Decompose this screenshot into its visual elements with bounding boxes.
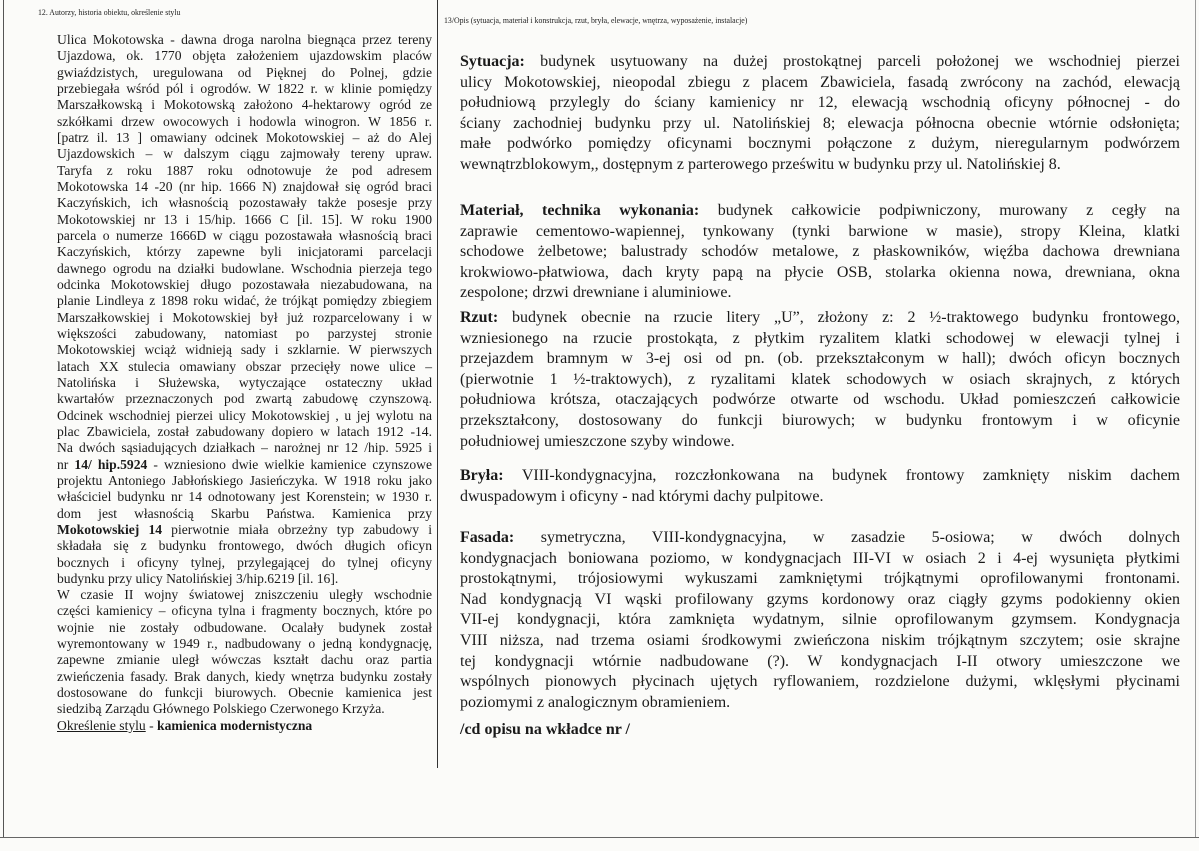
text-segment: Nad kondygnacją VI wąski profilowany gzyms kordonowy oraz ciągły gzyms podokienny okien — [460, 590, 1180, 608]
text-segment: zespolone; drzwi drewniane i aluminiowe. — [460, 284, 732, 302]
text-segment: zapewne zmianie uległ wówczas kształt dachu oraz partia — [57, 652, 432, 668]
text-line — [460, 283, 1180, 304]
text-line — [57, 375, 432, 391]
text-line — [57, 130, 432, 146]
text-line — [57, 342, 432, 358]
text-segment: budynek całkowicie podpiwniczony, murowany z cegły na — [699, 202, 1180, 219]
text-line — [57, 555, 432, 571]
text-segment: wojnie nie zostały odbudowane. Ocalały budynek został — [57, 619, 432, 635]
page-border-left — [3, 0, 4, 838]
text-segment: latach XX stulecia omawiany obszar przecięły nowe ulice – — [57, 358, 432, 374]
text-segment: dawnego ogrodu na działki budowlane. Wschodnia pierzeja tego — [57, 260, 432, 276]
text-segment: Ujazdowskich – w dalszym ciągu zajmowały tereny upraw. — [57, 146, 432, 162]
text-segment: Ulica Mokotowska - dawna droga narolna biegnąca przez tereny — [57, 32, 432, 47]
text-line — [460, 487, 1180, 508]
text-line — [57, 424, 432, 440]
paragraph-fasada — [460, 528, 1180, 713]
text-segment: Taryfa z roku 1887 roku odnotowuje że pod adresem — [57, 162, 432, 178]
text-line — [460, 73, 1180, 94]
history-column — [57, 32, 432, 734]
text-line — [460, 693, 1180, 714]
text-line — [460, 720, 1180, 741]
text-line — [57, 652, 432, 668]
text-segment: - wzniesiono dwie wielkie kamienice czynszowe — [147, 456, 432, 472]
text-line — [460, 432, 1180, 453]
text-line — [57, 277, 432, 293]
continuation-note — [460, 720, 1180, 741]
text-segment: południową przylegly do ściany kamienicy nr 12, elewacją wschodnią oficyny północnej - do — [460, 94, 1180, 112]
text-segment: ściany zachodniej budynku przy ul. Natolińskiej 8; elewacja północna obecnie wtórnie odsłonięta; — [460, 114, 1180, 132]
text-line — [57, 620, 432, 636]
text-line — [57, 228, 432, 244]
text-segment: bocznych i oficyny tylnej, przylegającej do tylnej oficyny — [57, 554, 432, 570]
text-segment: Ujazdowa, ok. 1770 objęta założeniem ujazdowskim placów — [57, 48, 432, 64]
text-segment: siedzibą Zarządu Głównego Polskiego Czerwonego Krzyża. — [57, 701, 385, 717]
text-line — [460, 590, 1180, 611]
text-segment: W czasie II wojny światowej zniszczeniu uległy wschodnie — [57, 587, 432, 603]
text-line — [460, 349, 1180, 370]
text-line — [460, 390, 1180, 411]
text-segment: Marszałkowską i Mokotowską założono 4-hektarowy ogród ze — [57, 97, 432, 113]
text-segment: nr — [57, 456, 75, 472]
text-line — [57, 32, 432, 48]
text-line — [460, 631, 1180, 652]
text-line — [460, 263, 1180, 284]
text-segment: kwartałów przeznaczonych pod zwartą zabudowę czynszową. — [57, 391, 432, 407]
text-segment: Mokotowskiej wciąż widnieją sady i szklarnie. W pierwszych — [57, 342, 432, 358]
text-segment: wzniesionego na rzucie prostokąta, z płytkim ryzalitem klatki schodowej w elewacji tylnej i — [460, 329, 1180, 347]
text-line — [57, 669, 432, 685]
text-segment: plac Zbawiciela, został zabudowany dopiero w latach 1912 -14. — [57, 423, 432, 439]
text-line — [460, 242, 1180, 263]
bold-text: kamienica modernistyczna — [157, 717, 313, 733]
text-segment: południowa krótsza, otaczających podwórze otwarte od wschodu. Układ pomieszczeń całkowicie — [460, 391, 1180, 409]
text-line — [57, 97, 432, 113]
text-segment: zaprawie cementowo-wapiennej, tynkowany (tynki barwione w masie), stropy Kleina, klatki — [460, 222, 1180, 240]
text-segment: VIII-kondygnacyjna, rozczłonkowana na budynek frontowy zamknięty niskim dachem — [503, 467, 1180, 484]
text-line — [57, 261, 432, 277]
text-line — [460, 466, 1180, 487]
text-segment: Natolińska i Służewska, wytyczające ostateczny układ — [57, 374, 432, 390]
text-line — [57, 391, 432, 407]
text-line — [57, 244, 432, 260]
paragraph-sytuacja — [460, 52, 1180, 176]
text-line — [57, 506, 432, 522]
text-segment: planie Lindleya z 1898 roku widać, że trójkąt pomiędzy zbiegiem — [57, 293, 432, 309]
text-segment: kondygnacjach boniowana poziomo, w kondygnacjach III-VI w osiach 2 i 4-ej wysunięta płytkimi — [460, 549, 1180, 567]
text-segment: VII-ej kondygnacji, która zamknięta wydatnym, silnie oprofilowanym gzymsem. Kondygnacja — [460, 611, 1180, 629]
text-line — [57, 81, 432, 97]
text-line — [460, 652, 1180, 673]
text-line — [460, 370, 1180, 391]
text-segment: wspólnych pionowych płycinach ujętych ryflowaniem, rozdzielone dużymi, wklęsłymi płycinami — [460, 673, 1180, 691]
text-line — [57, 293, 432, 309]
text-line — [460, 308, 1180, 329]
bold-text: Rzut: — [460, 309, 499, 326]
text-segment: przejazdem bramnym w 3-ej osi od pn. (ob. przekształconym w hall); dwóch oficyn bocznych — [460, 350, 1180, 368]
text-segment: - — [145, 717, 158, 733]
text-segment: pierwotnie miała obrzeżny typ zabudowy i — [162, 521, 432, 537]
text-segment: południowej umieszczone szyby windowe. — [460, 432, 735, 450]
underlined-text: Określenie stylu — [57, 717, 146, 733]
text-line — [57, 326, 432, 342]
text-segment: poziomymi z analogicznym obramieniem. — [460, 693, 731, 711]
text-line — [57, 603, 432, 619]
page-border-right — [1195, 0, 1196, 838]
text-segment: budynek obecnie na rzucie litery „U”, złożony z: 2 ½-traktowego budynku frontowego, — [498, 309, 1180, 326]
text-segment: dostosowane do funkcji biurowych. Obecnie kamienica jest — [57, 685, 432, 701]
text-line — [57, 163, 432, 179]
text-segment: zwieńczenia fasady. Brak danych, kiedy wnętrza budynku zostały — [57, 668, 432, 684]
paragraph-material — [460, 201, 1180, 304]
text-line — [57, 685, 432, 701]
text-line — [57, 587, 432, 603]
text-line — [57, 65, 432, 81]
page-border-bottom — [0, 837, 1199, 838]
text-line — [460, 329, 1180, 350]
text-line — [57, 701, 432, 717]
text-line — [460, 52, 1180, 73]
text-segment: Mokotowska 14 -20 (nr hip. 1666 N) znajdował się ogród braci — [57, 178, 432, 194]
text-segment: wyremontowany w 1949 r., nadbudowany o jedną kondygnację, — [57, 636, 432, 652]
text-segment: dom jest własnością Skarbu Państwa. Kamienica przy — [57, 505, 432, 521]
text-line — [460, 549, 1180, 570]
text-segment: Na dwóch sąsiadujących działkach – narożnej nr 12 /hip. 5925 i — [57, 440, 432, 456]
text-line — [57, 146, 432, 162]
text-line — [460, 222, 1180, 243]
text-segment: szkółkami drzew owocowych i hodowla winogron. W 1856 r. — [57, 113, 432, 129]
text-line — [57, 571, 432, 587]
paragraph-rzut — [460, 308, 1180, 452]
text-segment: składała się z budynku frontowego, dwóch długich oficyn — [57, 538, 432, 554]
text-line — [57, 440, 432, 456]
text-segment: tej kondygnacji wtórnie nadbudowane (?). W kondygnacjach I-II otwory umieszczone we — [460, 652, 1180, 670]
text-line — [57, 408, 432, 424]
text-segment: większości zabudowany, natomiast po parzystej stronie — [57, 325, 432, 341]
text-segment: części kamienicy – oficyna tylna i fragmenty bocznych, które po — [57, 603, 432, 619]
text-line — [57, 179, 432, 195]
text-line — [57, 212, 432, 228]
text-segment: Marszałkowskiej i Mokotowskiej był już rozparcelowany i w — [57, 309, 432, 325]
bold-text: Sytuacja: — [460, 53, 525, 70]
text-line — [57, 195, 432, 211]
text-line — [57, 718, 432, 734]
bold-text: Fasada: — [460, 529, 515, 546]
text-line — [57, 48, 432, 64]
text-segment: wewnątrzblokowym,, dostępnym z parterowego prześwitu w budynku przy ul. Natolińskiej 8. — [460, 155, 1061, 173]
text-segment: Odcinek wschodniej pierzei ulicy Mokotowskiej , u jej wylotu na — [57, 407, 432, 423]
text-segment: odcinka Mokotowskiej długo pozostawała niezabudowana, na — [57, 276, 432, 292]
text-segment: prostokątnymi, trójosiowymi wykuszami zamkniętymi trójkątnymi oprofilowanymi frontonami. — [460, 570, 1180, 588]
text-segment: (pierwotnie 1 ½-traktowych), z ryzalitami klatek schodowych w osiach skrajnych, z których — [460, 370, 1180, 388]
text-segment: gwiaździstych, uregulowana od Pięknej do Polnej, gdzie — [57, 64, 432, 80]
text-segment: Kaczyńskich, ich własnością pozostawały także posesje przy — [57, 195, 432, 211]
text-line — [57, 522, 432, 538]
text-line — [460, 672, 1180, 693]
text-line — [460, 528, 1180, 549]
text-segment: [patrz il. 13 ] omawiany odcinek Mokotowskiej – aż do Alej — [57, 129, 432, 145]
text-line — [460, 114, 1180, 135]
text-line — [460, 134, 1180, 155]
text-segment: krokwiowo-płatwiowa, dach kryty papą na płycie OSB, stolarka okienna nowa, drewniana, okna — [460, 263, 1180, 281]
bold-text: Materiał, technika wykonania: — [460, 202, 700, 219]
text-segment: budynek usytuowany na dużej prostokątnej parceli położonej we wschodniej pierzei — [524, 53, 1180, 70]
text-segment: małe podwórko pomiędzy oficynami bocznymi połączone z dużym, nieregularnym podwórzem — [460, 135, 1180, 153]
text-line — [460, 569, 1180, 590]
text-segment: VIII niższa, nad trzema osiami środkowymi zwieńczona niskim trójkątnym szczytem; osie skrajne — [460, 631, 1180, 649]
paragraph-bryla — [460, 466, 1180, 507]
text-segment: ulicy Mokotowskiej, nieopodal zbiegu z placem Zbawiciela, fasadą zwrócony na zachód, elewacją — [460, 73, 1180, 91]
section-13-heading: 13/Opis (sytuacja, materiał i konstrukcja, rzut, bryła, elewacje, wnętrza, wyposażenie, instalacje) — [444, 15, 748, 25]
text-segment: symetryczna, VIII-kondygnacyjna, w zasadzie 5-osiowa; w dwóch dolnych — [514, 529, 1180, 546]
bold-text: 14/ hip.5924 — [74, 456, 148, 472]
text-line — [57, 489, 432, 505]
text-line — [57, 636, 432, 652]
text-segment: Mokotowskiej nr 13 i 15/hip. 1666 C [il. 15]. W roku 1900 — [57, 211, 432, 227]
bold-text: Bryła: — [460, 467, 504, 484]
text-line — [460, 201, 1180, 222]
section-12-heading: 12. Autorzy, historia obiektu, określenie stylu — [38, 7, 181, 17]
text-line — [460, 411, 1180, 432]
text-segment: budynku przy ulicy Natolińskiej 3/hip.6219 [il. 16]. — [57, 570, 339, 586]
text-line — [57, 114, 432, 130]
text-segment: przebiegała wśród pól i ogrodów. W 1822 r. w klinie pomiędzy — [57, 80, 432, 96]
text-segment: parcela o numerze 1666D w ciągu pozostawała własnością braci — [57, 227, 432, 243]
text-line — [460, 610, 1180, 631]
text-segment: schodowe żelbetowe; balustrady schodów metalowe, z płaskowników, więźba dachowa drewniana — [460, 243, 1180, 261]
text-line — [57, 538, 432, 554]
text-line — [57, 457, 432, 473]
text-line — [460, 93, 1180, 114]
column-divider — [437, 0, 438, 768]
text-line — [57, 359, 432, 375]
bold-text: /cd opisu na wkładce nr / — [460, 721, 630, 738]
text-segment: właściciel budynku nr 14 odnotowany jest Korenstein; w 1930 r. — [57, 489, 432, 505]
text-line — [57, 473, 432, 489]
text-line — [57, 310, 432, 326]
text-segment: przekształcony, dostosowany do funkcji biurowych; w budynku frontowym i w oficynie — [460, 411, 1180, 429]
text-segment: projektu Antoniego Jabłońskiego Jasieńczyka. W 1918 roku jako — [57, 472, 432, 488]
text-segment: dwuspadowym i oficyny - nad którymi dachy pulpitowe. — [460, 487, 824, 505]
text-segment: Kaczyńskich, którzy zapewne byli inicjatorami parcelacji — [57, 244, 432, 260]
bold-text: Mokotowskiej 14 — [57, 521, 163, 537]
text-line — [460, 155, 1180, 176]
